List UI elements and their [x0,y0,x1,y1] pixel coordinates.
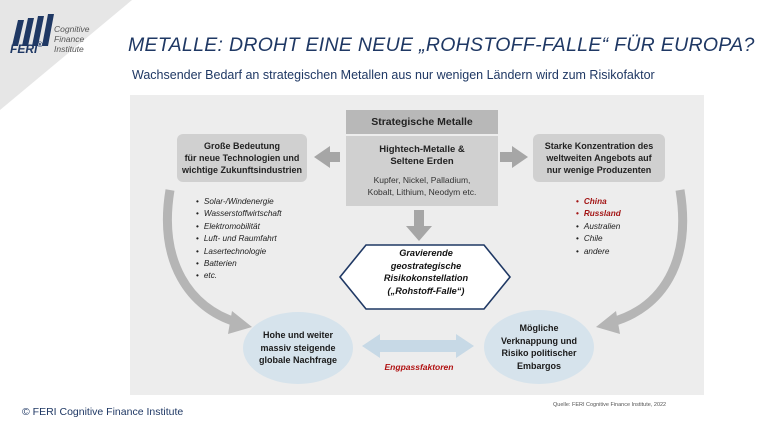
risk-line-2: geostrategische [390,260,462,271]
strategic-metals-box [346,110,498,206]
arrow-center-to-left [314,146,340,168]
metals-line-1: Hightech-Metalle & [379,144,465,155]
demand-line-2: massiv steigende [260,342,336,353]
metals-line-4: Kobalt, Lithium, Neodym etc. [367,187,477,197]
scarcity-line-3: Risiko politischer [501,348,577,358]
bottleneck-label: Engpassfaktoren [384,362,454,372]
logo-brand: FERI® [10,42,43,56]
importance-line-3: wichtige Zukunftsindustrien [181,165,302,175]
strategic-metals-body [346,136,498,206]
risk-line-1: Gravierende [399,248,453,258]
copyright-note: © FERI Cognitive Finance Institute [22,406,184,418]
list-item: • Solar-/Windenergie [196,196,282,208]
concentration-line-2: weltweiten Angebots auf [546,153,652,163]
list-item: • Batterien [196,258,282,270]
logo-sub-3: Institute [54,44,84,54]
arrow-center-to-hexagon [406,210,432,241]
curved-arrow-right [612,190,683,322]
metals-line-2: Seltene Erden [390,156,454,167]
scarcity-line-4: Embargos [516,360,561,371]
risk-constellation-text [340,247,512,297]
list-item: • Australien [576,221,621,233]
demand-line-1: Hohe und weiter [262,330,333,341]
scarcity-line-1: Mögliche [519,323,559,333]
list-item: • Luft- und Raumfahrt [196,233,282,245]
double-arrow-bottleneck [362,334,474,358]
importance-line-1: Große Bedeutung [203,141,280,151]
arrow-center-to-right [500,146,528,168]
demand-line-3: globale Nachfrage [258,355,338,366]
list-item: • etc. [196,270,282,282]
scarcity-ellipse [484,310,594,384]
concentration-line-1: Starke Konzentration des [544,141,654,151]
strategic-metals-header: Strategische Metalle [346,110,498,134]
logo-sub-1: Cognitive [54,24,90,34]
list-item: • andere [576,246,621,258]
importance-box [177,134,307,182]
list-item: • Elektromobilität [196,221,282,233]
list-item: • Chile [576,233,621,245]
list-item: • Lasertechnologie [196,246,282,258]
risk-line-3: Risikokonstellation [383,273,469,283]
demand-ellipse [243,312,353,384]
producer-list [576,196,621,258]
list-item: • Russland [576,208,621,220]
source-note: Quelle: FERI Cognitive Finance Institute, 2022 [553,402,667,408]
list-item: • China [576,196,621,208]
concentration-box [533,134,665,182]
technology-list [196,196,282,283]
metals-line-3: Kupfer, Nickel, Palladium, [373,175,471,185]
page-subtitle: Wachsender Bedarf an strategischen Metallen aus nur wenigen Ländern wird zum Risikofaktor [132,68,655,82]
importance-line-2: für neue Technologien und [184,153,300,163]
page-title: METALLE: DROHT EINE NEUE „ROHSTOFF-FALLE“ FÜR EUROPA? [128,34,755,56]
logo-sub-2: Finance [54,34,85,44]
concentration-line-3: nur wenige Produzenten [546,165,652,175]
risk-line-4: („Rohstoff-Falle“) [387,285,465,296]
list-item: • Wasserstoffwirtschaft [196,208,282,220]
scarcity-line-2: Verknappung und [500,335,577,346]
